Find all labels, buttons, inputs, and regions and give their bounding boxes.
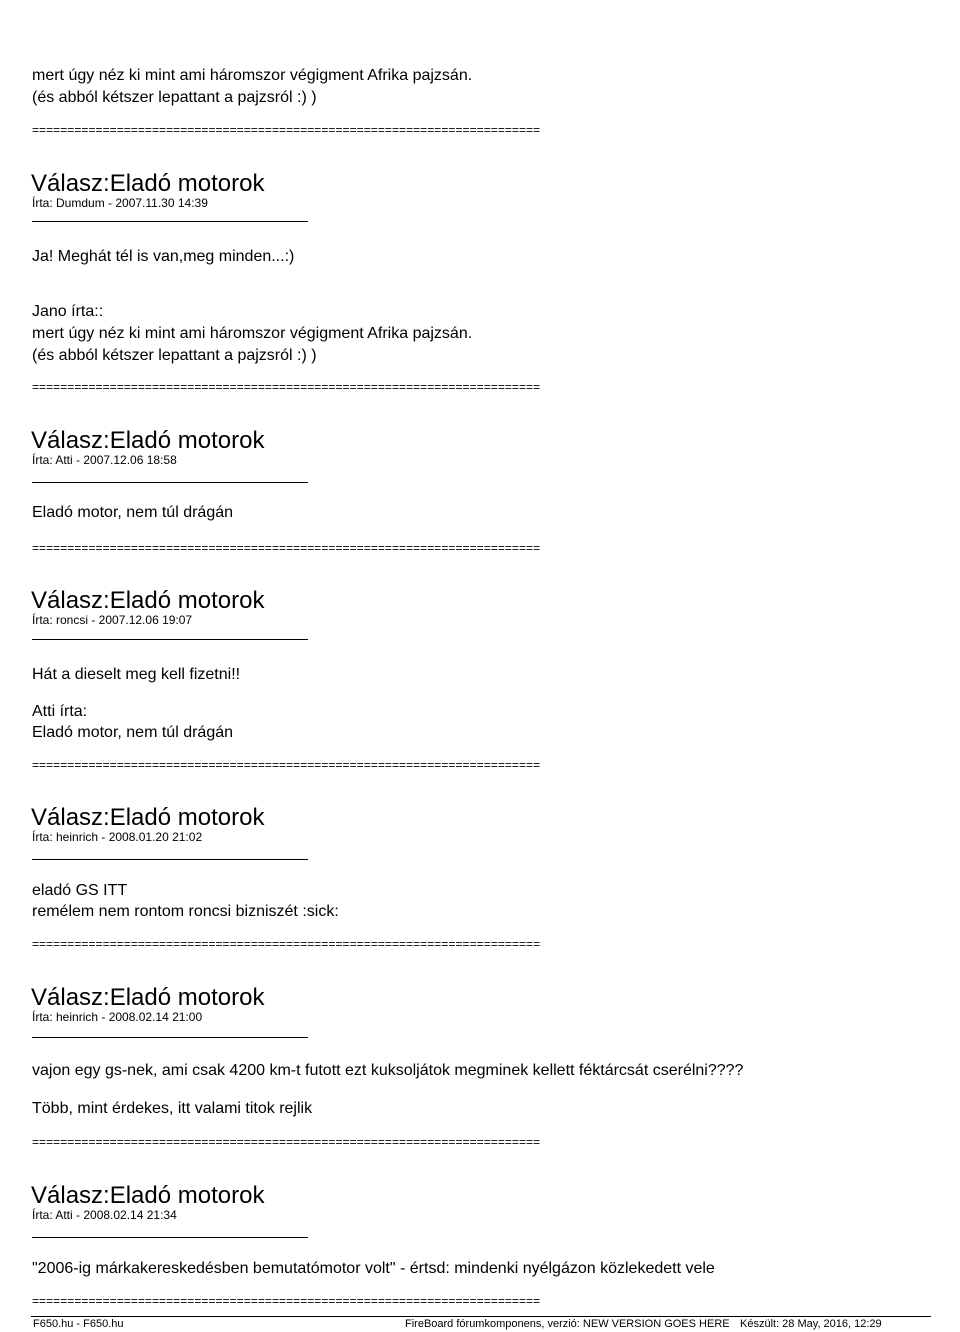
post-meta: Írta: roncsi - 2007.12.06 19:07: [32, 613, 193, 627]
divider: [32, 221, 308, 222]
footer-divider: [31, 1316, 931, 1317]
footer-site: F650.hu - F650.hu: [33, 1318, 124, 1330]
separator: ========================================================================: [32, 758, 541, 772]
separator: ========================================================================: [32, 937, 541, 951]
footer-generated: Készült: 28 May, 2016, 12:29: [740, 1318, 882, 1330]
divider: [32, 639, 308, 640]
post-meta: Írta: Atti - 2008.02.14 21:34: [32, 1208, 177, 1222]
divider: [32, 1237, 308, 1238]
post-title: Válasz:Eladó motorok: [31, 427, 265, 454]
post-body-line: eladó GS ITT: [32, 882, 128, 899]
post-meta: Írta: Dumdum - 2007.11.30 14:39: [32, 196, 208, 210]
post-body-line: Több, mint érdekes, itt valami titok rejlik: [32, 1100, 313, 1117]
post-body-line: vajon egy gs-nek, ami csak 4200 km-t futott ezt kuksoljátok megminek kellett féktárcsát cserélni????: [32, 1062, 744, 1079]
separator: ========================================================================: [32, 123, 541, 137]
intro-line-1: mert úgy néz ki mint ami háromszor végigment Afrika pajzsán.: [32, 67, 473, 84]
quote-line: mert úgy néz ki mint ami háromszor végigment Afrika pajzsán.: [32, 325, 473, 342]
post-title: Válasz:Eladó motorok: [31, 984, 265, 1011]
divider: [32, 859, 308, 860]
post-title: Válasz:Eladó motorok: [31, 804, 265, 831]
post-meta: Írta: Atti - 2007.12.06 18:58: [32, 453, 177, 467]
post-body-line: Ja! Meghát tél is van,meg minden...:): [32, 248, 295, 265]
post-title: Válasz:Eladó motorok: [31, 587, 265, 614]
quote-line: (és abból kétszer lepattant a pajzsról :) ): [32, 347, 317, 364]
quote-author: Jano írta::: [32, 303, 104, 320]
post-meta: Írta: heinrich - 2008.02.14 21:00: [32, 1010, 203, 1024]
separator: ========================================================================: [32, 380, 541, 394]
quote-line: Eladó motor, nem túl drágán: [32, 724, 234, 741]
post-title: Válasz:Eladó motorok: [31, 1182, 265, 1209]
separator: ========================================================================: [32, 1294, 541, 1308]
post-meta: Írta: heinrich - 2008.01.20 21:02: [32, 830, 203, 844]
post-body-line: remélem nem rontom roncsi bizniszét :sick:: [32, 903, 339, 920]
divider: [32, 1037, 308, 1038]
post-title: Válasz:Eladó motorok: [31, 170, 265, 197]
footer-component: FireBoard fórumkomponens, verzió: NEW VERSION GOES HERE: [405, 1318, 730, 1330]
post-body-line: Eladó motor, nem túl drágán: [32, 504, 234, 521]
post-body-line: Hát a dieselt meg kell fizetni!!: [32, 666, 241, 683]
post-body-line: "2006-ig márkakereskedésben bemutatómotor volt" - értsd: mindenki nyélgázon közlekedett vele: [32, 1260, 715, 1277]
quote-author: Atti írta:: [32, 703, 88, 720]
intro-line-2: (és abból kétszer lepattant a pajzsról :) ): [32, 89, 317, 106]
divider: [32, 482, 308, 483]
separator: ========================================================================: [32, 1135, 541, 1149]
separator: ========================================================================: [32, 541, 541, 555]
